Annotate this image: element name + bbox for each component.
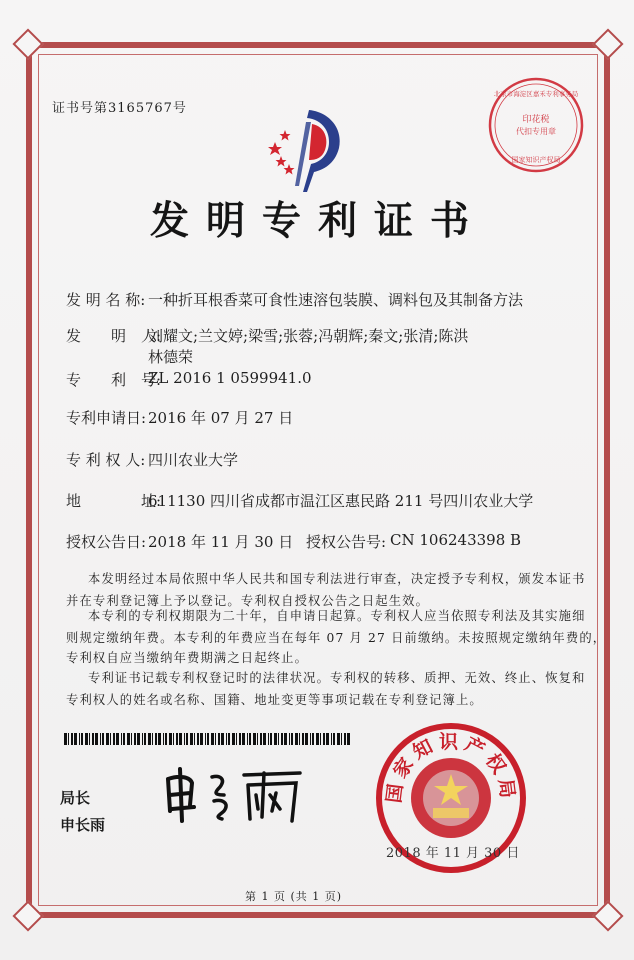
barcode-bar (207, 733, 209, 745)
barcode-bar (194, 733, 195, 745)
grant-date-label: 授权公告日: (66, 533, 147, 551)
filing-date-value: 2016 年 07 月 27 日 (148, 409, 294, 427)
body-paragraph-line: 专利权人的姓名或名称、国籍、地址变更等事项记载在专利登记簿上。 (66, 693, 483, 707)
tax-seal-center-line2: 代扣专用章 (516, 127, 556, 136)
barcode-bar (281, 733, 283, 745)
director-title: 局长 (60, 789, 91, 807)
page-footer: 第 1 页 (共 1 页) (245, 890, 343, 903)
barcode-bar (257, 733, 258, 745)
barcode-bar (274, 733, 277, 745)
director-name: 申长雨 (60, 816, 106, 834)
body-paragraph-line: 本发明经过本局依照中华人民共和国专利法进行审查，决定授予专利权，颁发本证书 (88, 572, 586, 586)
barcode-bar (186, 733, 188, 745)
barcode-bar (100, 733, 101, 745)
barcode-bar (205, 733, 206, 745)
barcode-bar (169, 733, 172, 745)
barcode-bar (260, 733, 262, 745)
barcode-bar (131, 733, 132, 745)
barcode-bar (347, 733, 350, 745)
barcode-bar (200, 733, 203, 745)
barcode-bar (289, 733, 290, 745)
barcode-bar (270, 733, 272, 745)
barcode-bar (74, 733, 77, 745)
barcode-bar (89, 733, 90, 745)
barcode-bar (284, 733, 287, 745)
barcode-bar (137, 733, 140, 745)
barcode-bar (239, 733, 241, 745)
barcode-bar (299, 733, 300, 745)
barcode-bar (310, 733, 311, 745)
barcode-bar (163, 733, 164, 745)
barcode-bar (331, 733, 332, 745)
barcode-bar (263, 733, 266, 745)
cnipa-logo-icon (259, 104, 355, 196)
barcode-bar (148, 733, 151, 745)
barcode-bar (249, 733, 251, 745)
barcode-bar (312, 733, 314, 745)
patentee-value: 四川农业大学 (148, 451, 239, 469)
signature-icon (160, 765, 310, 825)
barcode-icon (64, 733, 350, 745)
barcode-bar (106, 733, 109, 745)
grant-date-value: 2018 年 11 月 30 日 (148, 533, 294, 551)
barcode-bar (291, 733, 293, 745)
barcode-bar (295, 733, 298, 745)
tax-seal-ring-text: 北京市海淀区嘉禾专利事务局 (493, 90, 579, 98)
barcode-bar (253, 733, 256, 745)
body-paragraph-line: 专利证书记载专利权登记时的法律状况。专利权的转移、质押、无效、终止、恢复和 (88, 671, 586, 685)
barcode-bar (179, 733, 182, 745)
barcode-bar (173, 733, 174, 745)
barcode-bar (337, 733, 340, 745)
barcode-bar (226, 733, 227, 745)
certificate-title: 发明专利证书 (150, 198, 487, 244)
barcode-bar (144, 733, 146, 745)
barcode-bar (165, 733, 167, 745)
barcode-bar (247, 733, 248, 745)
filing-date-label: 专利申请日: (66, 409, 147, 427)
barcode-bar (320, 733, 321, 745)
barcode-bar (113, 733, 115, 745)
tax-seal-icon (487, 76, 585, 174)
inventors-value-line1: 刘耀文;兰文婷;梁雪;张蓉;冯朝辉;秦文;张清;陈洪 (148, 327, 469, 345)
barcode-bar (71, 733, 73, 745)
tax-seal-bottom-text: 国家知识产权局 (511, 156, 561, 164)
invention-name-label: 发 明 名 称: (66, 291, 146, 309)
barcode-bar (333, 733, 335, 745)
barcode-bar (68, 733, 69, 745)
barcode-bar (232, 733, 235, 745)
barcode-bar (123, 733, 125, 745)
barcode-bar (323, 733, 325, 745)
address-label: 地 址: (66, 492, 162, 510)
patent-number-label: 专 利 号: (66, 371, 162, 389)
barcode-bar (305, 733, 308, 745)
barcode-bar (278, 733, 279, 745)
address-value: 611130 四川省成都市温江区惠民路 211 号四川农业大学 (148, 492, 534, 510)
certificate-number: 证书号第3165767号 (52, 101, 187, 116)
barcode-bar (142, 733, 143, 745)
barcode-bar (236, 733, 237, 745)
barcode-bar (184, 733, 185, 745)
barcode-bar (302, 733, 304, 745)
patent-number-value: ZL 2016 1 0599941.0 (148, 369, 312, 387)
grant-number-label: 授权公告号: (306, 533, 387, 551)
barcode-bar (228, 733, 230, 745)
barcode-bar (134, 733, 136, 745)
patentee-label: 专 利 权 人: (66, 451, 146, 469)
barcode-bar (155, 733, 157, 745)
barcode-bar (326, 733, 329, 745)
barcode-bar (218, 733, 220, 745)
barcode-bar (152, 733, 153, 745)
barcode-bar (221, 733, 224, 745)
barcode-bar (116, 733, 119, 745)
barcode-bar (110, 733, 111, 745)
barcode-bar (102, 733, 104, 745)
inventors-label: 发 明 人: (66, 327, 162, 345)
barcode-bar (92, 733, 94, 745)
body-paragraph-line: 并在专利登记簿上予以登记。专利权自授权公告之日起生效。 (66, 594, 430, 608)
barcode-bar (215, 733, 216, 745)
barcode-bar (344, 733, 346, 745)
body-paragraph-line: 则规定缴纳年费。本专利的年费应当在每年 07 月 27 日前缴纳。未按照规定缴纳年费的， (66, 631, 607, 645)
barcode-bar (127, 733, 130, 745)
body-paragraph-line: 本专利的专利权期限为二十年，自申请日起算。专利权人应当依照专利法及其实施细 (88, 609, 586, 623)
barcode-bar (268, 733, 269, 745)
tax-seal-center-line1: 印花税 (522, 115, 550, 125)
barcode-bar (121, 733, 122, 745)
inventors-value-line2: 林德荣 (148, 348, 194, 366)
barcode-bar (81, 733, 83, 745)
barcode-bar (197, 733, 199, 745)
body-paragraph-line: 专利权自应当缴纳年费期满之日起终止。 (66, 651, 309, 665)
barcode-bar (341, 733, 342, 745)
barcode-bar (176, 733, 178, 745)
barcode-bar (316, 733, 319, 745)
invention-name-value: 一种折耳根香菜可食性速溶包装膜、调料包及其制备方法 (148, 291, 524, 309)
barcode-bar (242, 733, 245, 745)
barcode-bar (95, 733, 98, 745)
barcode-bar (190, 733, 193, 745)
barcode-bar (79, 733, 80, 745)
barcode-bar (211, 733, 214, 745)
seal-date: 2018 年 11 月 30 日 (386, 846, 520, 861)
barcode-bar (158, 733, 161, 745)
grant-number-value: CN 106243398 B (390, 531, 522, 549)
barcode-bar (64, 733, 67, 745)
official-seal-text: 国家知识产权局 (383, 731, 519, 805)
barcode-bar (85, 733, 88, 745)
